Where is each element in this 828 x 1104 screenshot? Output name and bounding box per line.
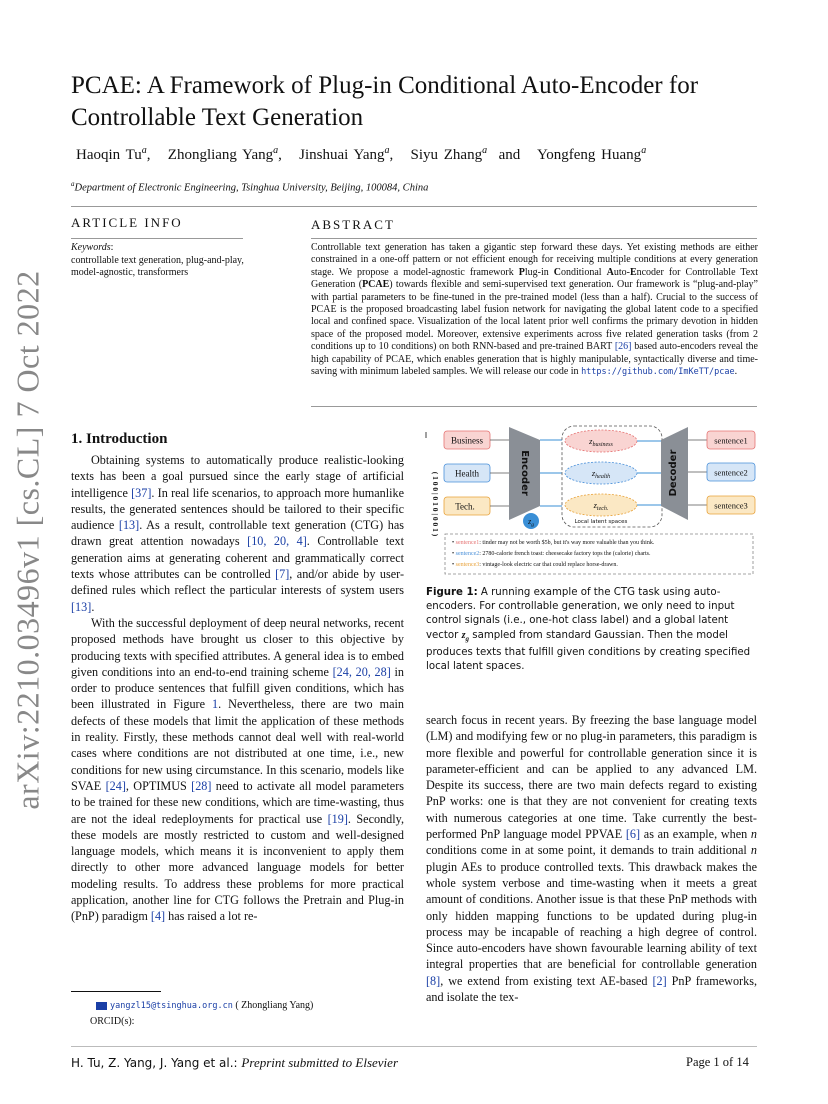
orcid-label: ORCID(s): [90, 1016, 135, 1027]
svg-text:zhealth: $z_{health}$ [591, 468, 611, 480]
example-line: • sentence3: vintage-look electric car that could replace horse-drawn. [452, 562, 618, 568]
email-link[interactable]: yangzl15@tsinghua.org.cn [110, 1001, 233, 1011]
page-number: Page 1 of 14 [686, 1055, 749, 1069]
svg-text:ztech.: $z_{tech.}$ [593, 500, 609, 512]
abstract-heading: ABSTRACT [311, 217, 395, 232]
author-list: Haoqin Tu$^a$, Zhongliang Yang$^a$, Jinshuai Yang$^a$, Siyu Zhang$^a$ and Yongfeng Huang$^a$ [76, 145, 647, 163]
svg-text:Business: Business [450, 435, 484, 446]
keywords-text: controllable text generation, plug-and-play, model-agnostic, transformers [71, 254, 244, 278]
onehot-label: ( 1 0 0 | 0 1 0 | 0 0 1 ) [431, 471, 440, 537]
paragraph: Obtaining systems to automatically produce realistic-looking texts has been a goal pursued since the early stage of artificial intelligence [37]. In real life scenarios, to approach more humanlike results, the generated sentences should be tailored to their specific audience [13]. As a result, controllable text generation (CTG) has drawn great attention nowadays [10, 20, 4]. Controllable text generation aims at generating coherent and grammatically correct texts whose attributes can be controlled [7], and/or abide by user-defined rules which reflect the particular interests of system users [13]. [71, 453, 405, 614]
svg-text:Tech.: Tech. [455, 501, 475, 512]
citation-link[interactable]: [7] [275, 567, 290, 582]
header-divider [71, 206, 757, 207]
citation-link[interactable]: [26] [614, 341, 632, 353]
footnote-divider [71, 991, 161, 992]
citation-link[interactable]: [13] [118, 518, 140, 533]
citation-link[interactable]: [28] [191, 778, 212, 793]
affiliation: $^a$Department of Electronic Engineering, Tsinghua University, Beijing, 100084, China [71, 180, 429, 194]
citation-link[interactable]: [37] [131, 485, 152, 500]
intro-right-column [426, 712, 757, 1005]
author-name: Haoqin Tu [76, 147, 142, 163]
svg-text:sentence2: sentence2 [714, 467, 748, 478]
svg-text:zg: $z_g$ [528, 517, 534, 528]
citation-link[interactable]: [19] [327, 811, 348, 826]
figure-link[interactable]: 1 [212, 697, 219, 712]
author-name: Siyu Zhang [410, 147, 483, 163]
encoder-label: Encoder [519, 450, 530, 496]
svg-text:sentence1: sentence1 [714, 435, 748, 446]
code-url-link[interactable]: https://github.com/ImKeTT/pcae [581, 367, 735, 378]
paragraph: With the successful deployment of deep neural networks, recent proposed methods have brought us closer to this objective by producing texts with specified attributes. A general idea is to embed given conditions into an end-to-end training scheme [24, 20, 28] in order to produce sentences that fulfill given conditions, which has been illustrated in Figure 1. Nevertheless, there are two main defects of these models that limit the application of these methods in reality. Firstly, these methods cannot deal well with real-world cases where conditions are not distributed at one time, i.e., new conditions for new using circumstance. In this scenario, models like SVAE [24], OPTIMUS [28] need to activate all model parameters to be trained for these new conditions, which are time-wasting, thus are not the ideal redeployments for practical use [19]. Secondly, these models are mostly restricted to custom and well-designed language models, which means it is inconvenient to apply them directly to other more advanced language models for better modeling results. To address these problems for more practical application, another line for CTG follows the Pretrain and Plug-in (PnP) paradigm [4] has raised a lot re- [71, 615, 405, 924]
paper-title: PCAE: A Framework of Plug-in Conditional Auto-Encoder for Controllable Text Generation [71, 72, 699, 131]
citation-link[interactable]: [13] [71, 599, 92, 614]
author-name: Jinshuai Yang [299, 147, 385, 163]
local-latent-label: Local latent spaces [574, 519, 628, 525]
article-info-heading: ARTICLE INFO [71, 215, 183, 230]
abstract-text: Controllable text generation has taken a gigantic step forward these days. Yet existing methods are either constrained in a one-off pattern or not efficient enough for receiving multiple conditions at every generation stage. We propose a model-agnostic framework Plug-in Conditional Auto-Encoder for Controllable Text Generation (PCAE) towards flexible and semi-supervised text generation. Our framework is “plug-and-play” with partial parameters to be fine-tuned in the pre-trained model (less than a half). Crucial to the success of PCAE is the proposed broadcasting label fusion network for navigating the global latent code to a specified local and confined space. Visualization of the local latent prior well confirms the primary devotion in hidden space of the proposed model. Moreover, extensive experiments across five related generation tasks (from 2 conditions up to 10 conditions) on both RNN-based and pre-trained BART [26] based auto-encoders reveal the high capability of PCAE, which enables generation that is highly manipulable, syntactically diverse and time-saving with minimum labeled samples. We will release our code in https://github.com/ImKeTT/pcae. [311, 242, 758, 378]
arxiv-stamp [4, 270, 52, 810]
author-name: Yongfeng Huang [536, 147, 642, 163]
svg-text:zbusiness: $z_{business}$ [589, 436, 613, 448]
example-line: • sentence2: 2780-calorie french toast: cheesecake factory tops the (calorie) charts. [452, 551, 651, 557]
section-heading: 1. Introduction [71, 431, 168, 447]
citation-link[interactable]: [4] [150, 909, 166, 924]
abstract-divider [311, 238, 757, 239]
article-info-divider [71, 238, 243, 239]
svg-text:Health: Health [455, 468, 479, 479]
latent-tech [565, 494, 637, 516]
figure-1-diagram [425, 424, 760, 584]
citation-link[interactable]: [8] [426, 973, 441, 988]
envelope-icon [96, 1002, 107, 1010]
citation-link[interactable]: [10, 20, 4] [247, 534, 307, 549]
abstract-bottom-divider [311, 406, 757, 407]
citation-link[interactable]: [2] [652, 973, 667, 988]
citation-link[interactable]: [24, 20, 28] [332, 664, 391, 679]
latent-health [565, 462, 637, 484]
footer-divider [71, 1046, 757, 1047]
author-name: Zhongliang Yang [167, 147, 274, 163]
keywords-block: Keywords: controllable text generation, plug-and-play, model-agnostic, transformers [71, 242, 244, 278]
latent-business [565, 430, 637, 452]
paragraph: search focus in recent years. By freezing the base language model (LM) and modifying few or no plug-in parameters, this paradigm is more flexible and powerful for controllable generation since it is parameter-efficient and can be applied to any advanced LM. Despite its success, there are two main defects regard to existing PnP works: one is that they are not convenient for creating texts with numerous categories at one time. Take currently the best-performed PnP language model PPVAE [6] as an example, when n conditions come in at some point, it demands to train additional n plugin AEs to produce controlled texts. This drawback makes the whole system verbose and time-wasting when it meets a great amount of conditions. Another issue is that these PnP methods with only hidden mapping functions to be updated during plug-in process may be incapable of reaching a high degree of control. Since auto-encoders have shown favourable learning ability of text integral properties that are beneficial for controllable generation [8], we extend from existing text AE-based [2] PnP frameworks, and isolate the tex- [426, 713, 757, 1005]
citation-link[interactable]: [6] [625, 827, 641, 842]
svg-text:sentence3: sentence3 [714, 500, 748, 511]
citation-link[interactable]: [24] [105, 778, 126, 793]
example-line: • sentence1: tinder may not be worth $5b, but it's way more valuable than you think. [452, 540, 655, 546]
footnote: yangzl15@tsinghua.org.cn ( Zhongliang Yang) ORCID(s): [90, 1000, 314, 1027]
decoder-label: Decoder [668, 449, 679, 497]
running-footer: H. Tu, Z. Yang, J. Yang et al.: Preprint submitted to Elsevier [71, 1055, 398, 1070]
intro-left-column [71, 452, 404, 925]
arxiv-stamp-text: arXiv:2210.03496v1 [cs.CL] 7 Oct 2022 [9, 270, 46, 810]
figure-caption: Figure 1: A running example of the CTG task using auto-encoders. For controllable generation, we only need to input control signals (i.e., one-hot class label) and a global latent vector $z_g$ sampled from standard Gaussian. Then the model produces texts that fulfill given conditions by creating specified local latent spaces. [426, 587, 751, 673]
